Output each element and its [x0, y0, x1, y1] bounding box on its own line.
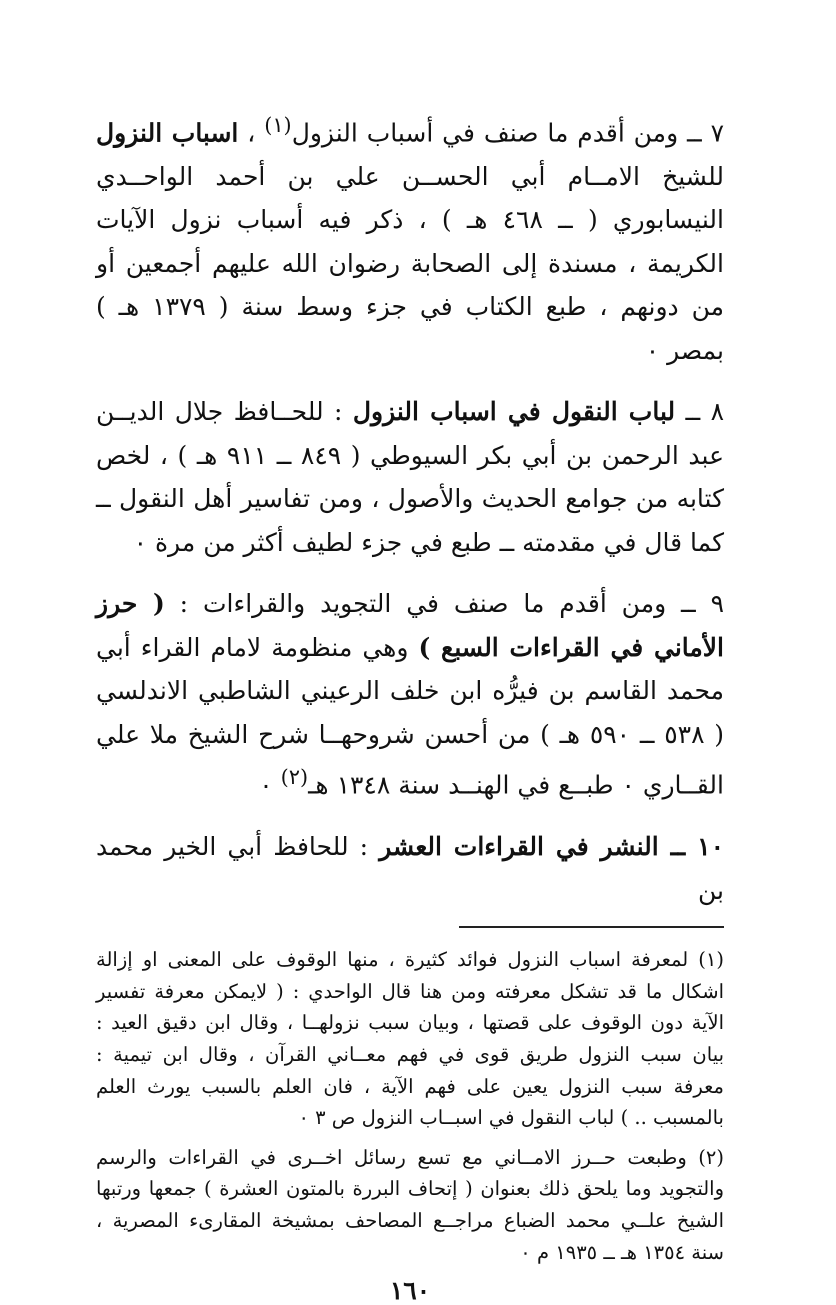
footnote-ref-1: (١) — [264, 113, 292, 137]
entry-10-body: : للحافظ أبي الخير محمد بن — [96, 832, 724, 905]
entry-10-title: النشر في القراءات العشر — [379, 832, 659, 862]
entry-7-separator: ، — [238, 118, 265, 148]
entry-8 — [96, 390, 724, 564]
entry-10-prefix: ١٠ ــ — [658, 832, 724, 862]
entry-7-prefix: ٧ ــ ومن أقدم ما صنف في أسباب النزول — [291, 118, 725, 148]
footnote-divider — [459, 926, 724, 928]
entry-7 — [96, 104, 724, 372]
entry-9-body: وهي منظومة لامام القراء أبي محمد القاسم بن فيرُّه ابن خلف الرعيني الشاطبي الاندلسي ( ٥٣٨ ــ ٥٩٠ هـ ) من أحسن شروحهــا شرح الشيخ ملا علي القــاري ٠ طبــع في الهنــد سنة ١٣٤٨ هـ — [96, 632, 724, 800]
footnote-ref-2: (٢) — [280, 765, 309, 790]
entry-9 — [96, 582, 724, 807]
entry-9-title: ( حرز الأماني في القراءات السبع ) — [96, 589, 725, 662]
entry-9-end: ٠ — [259, 770, 281, 800]
entry-7-body: للشيخ الامــام أبي الحســن علي بن أحمد الواحــدي النيسابوري ( ــ ٤٦٨ هـ ) ، ذكر فيه أسباب نزول الآيات الكريمة ، مسندة إلى الصحابة رضوان الله عليهم أجمعين أو من دونهم ، طبع الكتاب في جزء وسط سنة ( ١٣٧٩ هـ ) بمصر ٠ — [96, 161, 725, 365]
entry-8-body: : للحــافظ جلال الديــن عبد الرحمن بن أبي بكر السيوطي ( ٨٤٩ ــ ٩١١ هـ ) ، لخص كتابه من جوامع الحديث والأصول ، ومن تفاسير أهل النقول ــ كما قال في مقدمته ــ طبع في جزء لطيف أكثر من مرة ٠ — [96, 397, 724, 557]
entry-8-title: لباب النقول في اسباب النزول — [352, 397, 676, 427]
entry-9-prefix: ٩ ــ ومن أقدم ما صنف في التجويد والقراءات : — [164, 589, 725, 619]
entry-7-title: اسباب النزول — [96, 118, 239, 148]
entry-10 — [96, 825, 724, 912]
entry-8-prefix: ٨ ــ — [675, 397, 725, 427]
page-number: ١٦٠ — [389, 1276, 431, 1305]
footnote-2: (٢) وطبعت حــرز الامــاني مع تسع رسائل اخــرى في القراءات والرسم والتجويد وما يلحق ذلك بعنوان ( إتحاف البررة بالمتون العشرة ) جمعها ورتبها الشيخ علــي محمد الضباع مراجــع المصاحف بمشيخة المقارىء المصرية ، سنة ١٣٥٤ هـ ــ ١٩٣٥ م ٠ — [96, 1145, 724, 1264]
footnote-1: (١) لمعرفة اسباب النزول فوائد كثيرة ، منها الوقوف على المعنى او إزالة اشكال ما قد تشكل معرفته ومن هنا قال الواحدي : ( لايمكن معرفة تفسير الآية دون الوقوف على قصتها ، وبيان سبب نزولهــا ، وقال ابن دقيق العيد : بيان سبب النزول طريق قوى في فهم معــاني القرآن ، وقال ابن تيمية : معرفة سبب النزول يعين على فهم الآية ، فان العلم بالسبب يورث العلم بالمسبب .. ) لباب النقول في اسبــاب النزول ص ٣ ٠ — [96, 948, 724, 1130]
